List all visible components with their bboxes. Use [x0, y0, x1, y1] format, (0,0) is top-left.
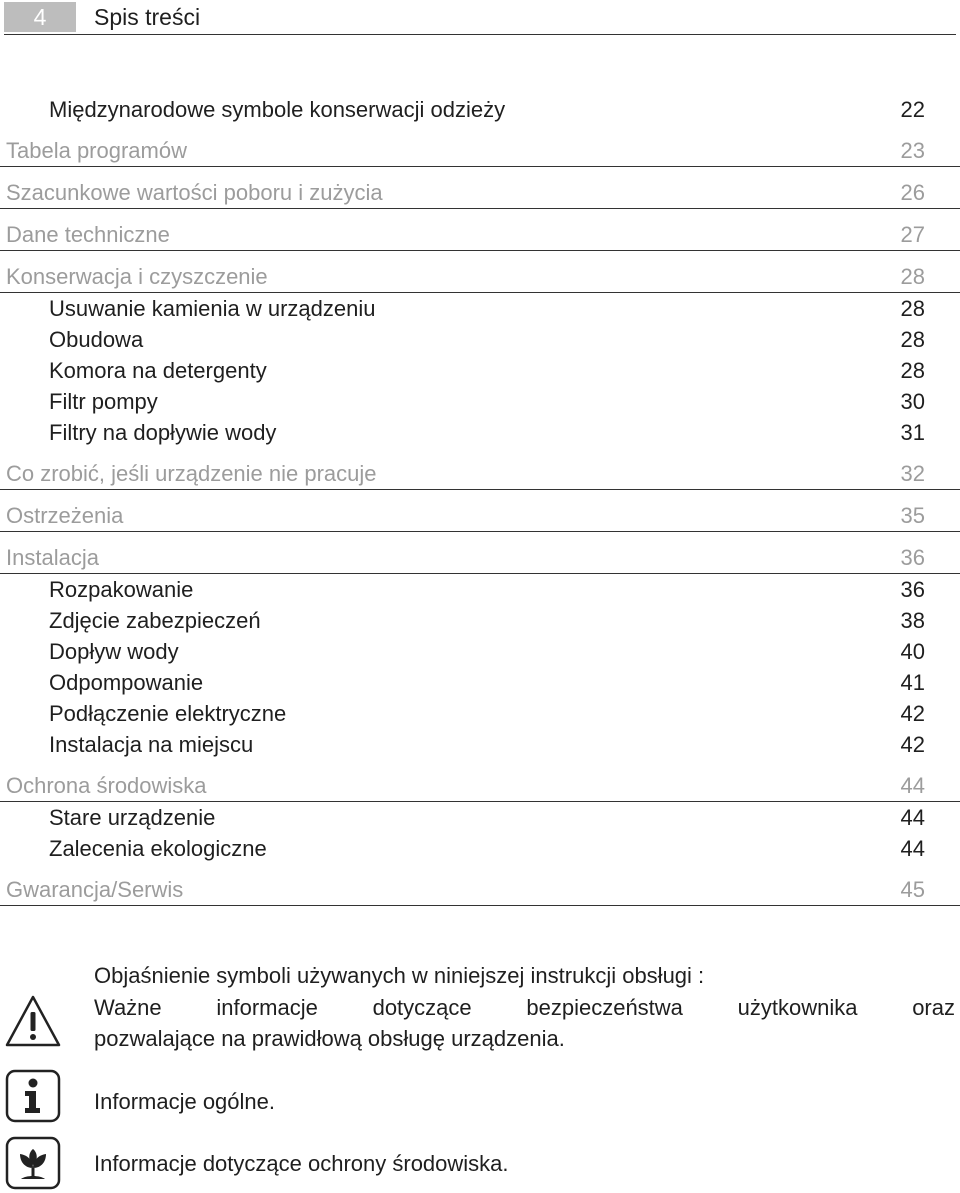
header-divider [4, 34, 956, 35]
toc-entry-label: Konserwacja i czyszczenie [6, 264, 268, 289]
warning-triangle-icon [4, 993, 62, 1051]
toc-page-number: 32 [900, 461, 925, 486]
toc-entry-label: Międzynarodowe symbole konserwacji odzieży [49, 97, 506, 122]
toc-page-number: 35 [900, 503, 925, 528]
toc-page-number: 31 [900, 420, 925, 445]
toc-entry-label: Szacunkowe wartości poboru i zużycia [6, 180, 383, 205]
toc-page-number: 28 [900, 358, 925, 383]
toc-subsection-row[interactable] [0, 355, 960, 386]
toc-page-number: 30 [900, 389, 925, 414]
toc-entry-label: Co zrobić, jeśli urządzenie nie pracuje [6, 461, 377, 486]
toc-subsection-row[interactable] [0, 833, 960, 864]
toc-entry-label: Zdjęcie zabezpieczeń [49, 608, 261, 633]
toc-section-row[interactable] [0, 490, 960, 532]
toc-entry-label: Dane techniczne [6, 222, 170, 247]
toc-section-row[interactable] [0, 167, 960, 209]
toc-entry-label: Tabela programów [6, 138, 187, 163]
toc-subsection-row[interactable] [0, 417, 960, 448]
toc-subsection-row[interactable] [0, 636, 960, 667]
toc-subsection-row[interactable] [0, 667, 960, 698]
toc-entry-label: Zalecenia ekologiczne [49, 836, 267, 861]
toc-entry-label: Podłączenie elektryczne [49, 701, 287, 726]
toc-entry-label: Obudowa [49, 327, 144, 352]
table-of-contents [0, 94, 960, 906]
toc-subsection-row[interactable] [0, 293, 960, 324]
toc-page-number: 44 [900, 805, 925, 830]
legend-info: Informacje ogólne. [94, 1089, 275, 1114]
toc-entry-label: Ochrona środowiska [6, 773, 207, 798]
toc-entry-label: Ostrzeżenia [6, 503, 124, 528]
toc-page-number: 36 [900, 577, 925, 602]
toc-page-number: 27 [900, 222, 925, 247]
toc-entry-label: Instalacja [6, 545, 99, 570]
toc-subsection-row[interactable] [0, 574, 960, 605]
legend-warning-line2: pozwalające na prawidłową obsługę urządzenia. [94, 1026, 565, 1051]
environment-flower-icon [4, 1135, 62, 1191]
toc-page-number: 45 [900, 877, 925, 902]
toc-entry-label: Komora na detergenty [49, 358, 267, 383]
toc-page-number: 26 [900, 180, 925, 205]
toc-page-number: 38 [900, 608, 925, 633]
toc-subsection-row[interactable] [0, 698, 960, 729]
toc-page-number: 42 [900, 732, 925, 757]
toc-subsection-row[interactable] [0, 94, 960, 125]
toc-page-number: 22 [900, 97, 925, 122]
toc-subsection-row[interactable] [0, 324, 960, 355]
info-icon [4, 1068, 62, 1124]
toc-section-row[interactable] [0, 532, 960, 574]
toc-page-number: 23 [900, 138, 925, 163]
page-header [0, 0, 960, 36]
toc-section-row[interactable] [0, 251, 960, 293]
toc-subsection-row[interactable] [0, 605, 960, 636]
toc-page-number: 44 [900, 836, 925, 861]
toc-entry-label: Dopływ wody [49, 639, 179, 664]
page-title: Spis treści [94, 4, 201, 30]
toc-subsection-row[interactable] [0, 802, 960, 833]
toc-page-number: 44 [900, 773, 925, 798]
toc-entry-label: Stare urządzenie [49, 805, 216, 830]
page-number: 4 [4, 2, 76, 32]
toc-section-row[interactable] [0, 864, 960, 906]
legend-warning-line1: Ważne informacje dotyczące bezpieczeństwa użytkownika oraz [94, 995, 955, 1020]
toc-page-number: 28 [900, 327, 925, 352]
toc-page-number: 42 [900, 701, 925, 726]
toc-subsection-row[interactable] [0, 386, 960, 417]
toc-section-row[interactable] [0, 209, 960, 251]
toc-page-number: 40 [900, 639, 925, 664]
toc-entry-label: Usuwanie kamienia w urządzeniu [49, 296, 376, 321]
toc-entry-label: Filtry na dopływie wody [49, 420, 277, 445]
toc-page-number: 41 [900, 670, 925, 695]
toc-section-row[interactable] [0, 760, 960, 802]
toc-entry-label: Rozpakowanie [49, 577, 194, 602]
toc-page-number: 28 [900, 264, 925, 289]
toc-page-number: 36 [900, 545, 925, 570]
toc-entry-label: Instalacja na miejscu [49, 732, 254, 757]
toc-section-row[interactable] [0, 448, 960, 490]
toc-entry-label: Odpompowanie [49, 670, 204, 695]
legend-environment: Informacje dotyczące ochrony środowiska. [94, 1151, 509, 1176]
toc-entry-label: Gwarancja/Serwis [6, 877, 184, 902]
toc-section-row[interactable] [0, 125, 960, 167]
toc-subsection-row[interactable] [0, 729, 960, 760]
legend-intro: Objaśnienie symboli używanych w niniejszej instrukcji obsługi : [94, 963, 705, 988]
toc-page-number: 28 [900, 296, 925, 321]
toc-entry-label: Filtr pompy [49, 389, 158, 414]
